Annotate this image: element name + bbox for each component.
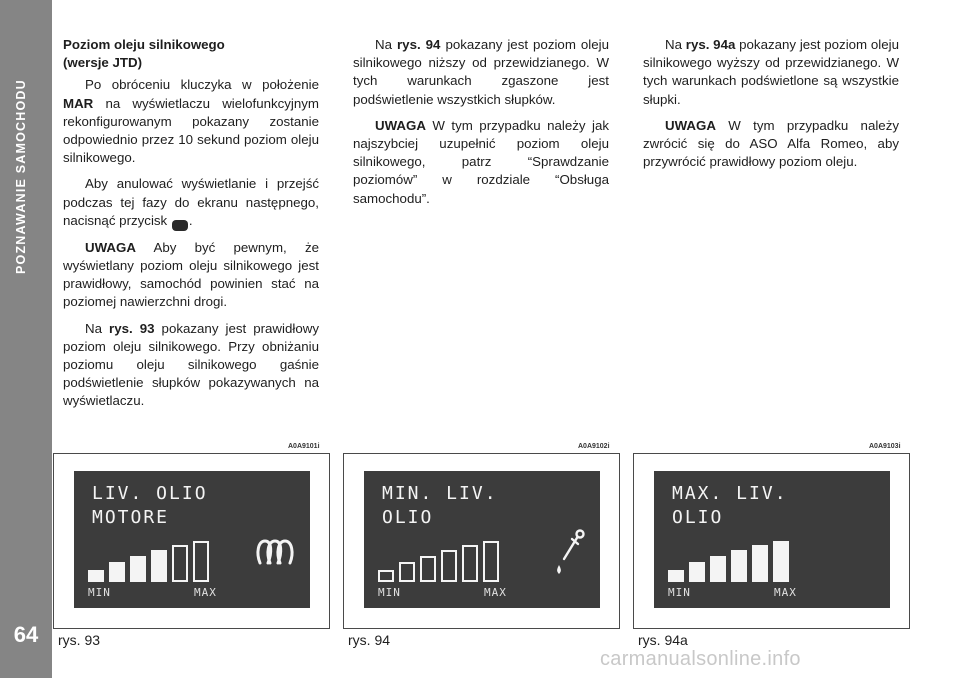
- display-line-2: OLIO: [672, 507, 724, 528]
- watermark: carmanualsonline.info: [600, 648, 801, 670]
- level-bar: [441, 550, 457, 582]
- level-bar: [399, 562, 415, 582]
- level-bar: [689, 562, 705, 582]
- warning-label: UWAGA: [665, 117, 716, 133]
- figure-caption: rys. 94a: [638, 632, 688, 648]
- figure-code: A0A9102i: [578, 443, 610, 450]
- mode-button-icon: MODE: [172, 220, 188, 231]
- level-bar: [710, 556, 726, 582]
- text: Na: [375, 37, 397, 52]
- figure-reference: rys. 94a: [685, 37, 736, 52]
- level-bar: [752, 545, 768, 582]
- paragraph: [63, 320, 319, 411]
- display-line-1: MAX. LIV.: [672, 483, 788, 504]
- text: W tym przypadku należy zwrócić się do ASO Alfa Romeo, aby przywrócić prawidłowy poziom oleju.: [643, 117, 899, 170]
- text: Aby być pewnym, że wyświetlany poziom oleju silnikowego jest prawidłowy, samochód powinien stać na poziomej nawierzchni drogi.: [63, 239, 319, 310]
- text: na wyświetlaczu wielofunkcyjnym rekonfigurowanym pokazany zostanie odpowiednio przez 10 sekund poziom oleju silnikowego.: [63, 95, 319, 166]
- level-bar: [193, 541, 209, 582]
- text-column-2: [353, 36, 609, 216]
- heading-line-2: (wersje JTD): [63, 55, 143, 71]
- lcd-display: [364, 471, 600, 608]
- level-bar: [773, 541, 789, 582]
- figure-code: A0A9101i: [288, 443, 320, 450]
- figure-reference: rys. 94: [397, 37, 441, 52]
- warning-label: UWAGA: [85, 239, 136, 255]
- figure-caption: rys. 93: [58, 632, 101, 648]
- paragraph: [63, 76, 319, 167]
- display-line-1: LIV. OLIO: [92, 483, 208, 504]
- text: Aby anulować wyświetlanie i przejść podczas tej fazy do ekranu następnego, nacisnąć przycisk: [63, 176, 319, 228]
- text: W tym przypadku należy jak najszybciej uzupełnić poziom oleju silnikowego, patrz “Sprawdzanie poziomów” w rozdziale “Obsługa samochodu”.: [353, 117, 609, 206]
- max-label: MAX: [774, 586, 797, 599]
- heading-line-1: Poziom oleju silnikowego: [63, 37, 225, 52]
- text-column-1: [63, 36, 319, 419]
- paragraph: [643, 117, 899, 172]
- sidebar: [0, 0, 52, 678]
- level-bar: [420, 556, 436, 582]
- key-position-label: MAR: [63, 95, 94, 111]
- figure-code: A0A9103i: [869, 443, 901, 450]
- min-label: MIN: [668, 586, 691, 599]
- level-bar: [109, 562, 125, 582]
- section-title: POZNAWANIE SAMOCHODU: [14, 79, 28, 274]
- level-bar: [731, 550, 747, 582]
- figure-94a: [633, 453, 910, 629]
- text: .: [188, 212, 193, 228]
- paragraph: [353, 117, 609, 208]
- display-line-2: MOTORE: [92, 507, 170, 528]
- figure-94: [343, 453, 620, 629]
- min-label: MIN: [88, 586, 111, 599]
- lcd-display: [74, 471, 310, 608]
- level-bar: [151, 550, 167, 582]
- level-bar: [88, 570, 104, 582]
- text: pokazany jest poziom oleju silnikowego niższy od przewidzianego. W tych warunkach zgaszone jest podświetlenie wszystkich słupków.: [353, 37, 609, 107]
- level-bar: [483, 541, 499, 582]
- lcd-display: [654, 471, 890, 608]
- max-label: MAX: [194, 586, 217, 599]
- max-label: MAX: [484, 586, 507, 599]
- level-bar: [668, 570, 684, 582]
- oil-dipstick-icon: [552, 527, 588, 579]
- figure-caption: rys. 94: [348, 632, 391, 648]
- level-bar: [462, 545, 478, 582]
- warning-label: UWAGA: [375, 117, 426, 133]
- figure-reference: rys. 93: [109, 320, 155, 336]
- section-heading: [63, 36, 319, 72]
- coil-icon: [254, 533, 298, 569]
- figure-93: [53, 453, 330, 629]
- display-line-1: MIN. LIV.: [382, 483, 498, 504]
- level-bar: [172, 545, 188, 582]
- page-number: 64: [13, 622, 39, 647]
- min-label: MIN: [378, 586, 401, 599]
- text-column-3: [643, 36, 899, 179]
- level-bar: [130, 556, 146, 582]
- text: pokazany jest prawidłowy poziom oleju silnikowego. Przy obniżaniu poziomu oleju silnikowego gaśnie podświetlenie słupków pokazywanych na wyświetlaczu.: [63, 320, 319, 409]
- text: Na: [665, 37, 686, 52]
- paragraph: [63, 239, 319, 312]
- text: pokazany jest poziom oleju silnikowego wyższy od przewidzianego. W tych warunkach podświetlone są wszystkie słupki.: [643, 37, 899, 107]
- text: Na: [85, 320, 110, 336]
- paragraph: [353, 36, 609, 109]
- level-bar: [378, 570, 394, 582]
- text: Po obróceniu kluczyka w położenie: [85, 77, 319, 93]
- paragraph: [643, 36, 899, 109]
- paragraph: [63, 175, 319, 230]
- display-line-2: OLIO: [382, 507, 434, 528]
